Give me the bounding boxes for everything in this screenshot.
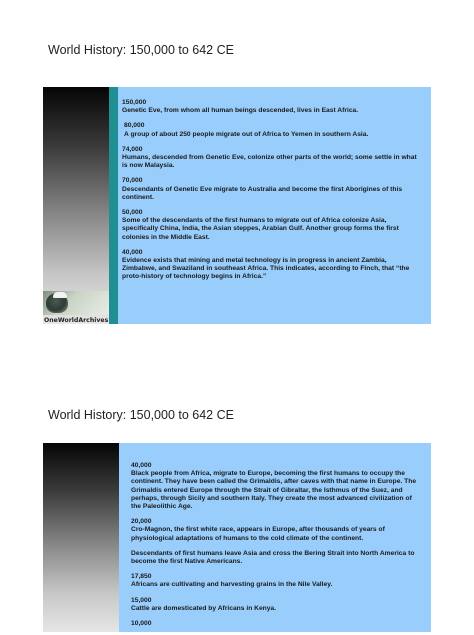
slide-panel (43, 443, 431, 632)
timeline-entry (131, 573, 421, 589)
entry-text: Humans, descended from Genetic Eve, colonize other parts of the world; some settle in what is now Malaysia. (122, 154, 417, 170)
slide-panel (43, 87, 431, 324)
timeline-entry (122, 209, 421, 242)
entry-year: 74,000 (122, 145, 143, 153)
timeline-list (122, 99, 421, 289)
entry-text: A group of about 250 people migrate out of Africa to Yemen in southern Asia. (124, 130, 369, 138)
timeline-entry (122, 99, 421, 115)
entry-text: Genetic Eve, from whom all human beings descended, lives in East Africa. (122, 107, 359, 115)
entry-year: 17,850 (131, 573, 152, 581)
entry-text: Cattle are domesticated by Africans in Kenya. (131, 604, 277, 612)
entry-year: 20,000 (131, 518, 152, 526)
entry-text: Some of the descendants of the first humans to migrate out of Africa colonize Asia, specifically China, India, the Asian steppes, Arabian Gulf. Another group forms the first colonies in the Middle East. (122, 217, 399, 241)
entry-text: Descendants of Genetic Eve migrate to Australia and become the first Aborigines of this continent. (122, 185, 403, 201)
accent-bar (109, 87, 118, 324)
gradient-strip (43, 87, 109, 324)
entry-year: 50,000 (122, 209, 143, 217)
entry-year: 40,000 (122, 248, 143, 256)
entry-text: Descendants of first humans leave Asia and cross the Bering Strait into North America to become the first Native Americans. (131, 549, 415, 566)
archive-photo-thumbnail (43, 291, 109, 315)
entry-text: Evidence exists that mining and metal technology is in progress in ancient Zambia, Zimbabwe, and Swaziland in southeast Africa. This indicates, according to Finch, that “the proto-history of technology begins in Africa.” (122, 257, 410, 281)
thumbnail-caption: OneWorldArchives (44, 317, 109, 324)
entry-year: 70,000 (122, 177, 143, 185)
gradient-strip (43, 443, 119, 632)
entry-year: 80,000 (124, 122, 145, 130)
timeline-entry (131, 550, 421, 566)
timeline-entry (131, 518, 421, 543)
slide-title: World History: 150,000 to 642 CE (48, 408, 234, 422)
entry-year: 15,000 (131, 596, 152, 604)
timeline-entry (131, 462, 421, 511)
entry-year: 40,000 (131, 462, 152, 469)
entry-year: 150,000 (122, 99, 147, 106)
entry-text: Black people from Africa, migrate to Europe, becoming the first humans to occupy the continent. They have been called the Grimaldis, after caves with that name in Europe. The Grimaldis entered Europe through the Strait of Gibraltar, the Isthmus of the Suez, and perhaps, through Sicily and southern Italy. They create the most advanced civilization of the Paleolithic Age. (131, 470, 417, 511)
slide-title: World History: 150,000 to 642 CE (48, 43, 234, 57)
timeline-list (131, 462, 421, 635)
entry-text: Cro-Magnon, the first white race, appears in Europe, after thousands of years of physiological adaptations of humans to the cold climate of the continent. (131, 526, 385, 542)
content-area (118, 87, 431, 324)
hat-shape (53, 292, 67, 298)
timeline-entry (122, 177, 421, 202)
timeline-entry (122, 249, 421, 282)
content-area (119, 443, 431, 632)
timeline-entry (131, 620, 421, 628)
timeline-entry (122, 146, 421, 171)
timeline-entry (122, 122, 421, 138)
entry-text: Africans are cultivating and harvesting grains in the Nile Valley. (131, 581, 333, 589)
timeline-entry (131, 597, 421, 613)
entry-year: 10,000 (131, 620, 152, 628)
